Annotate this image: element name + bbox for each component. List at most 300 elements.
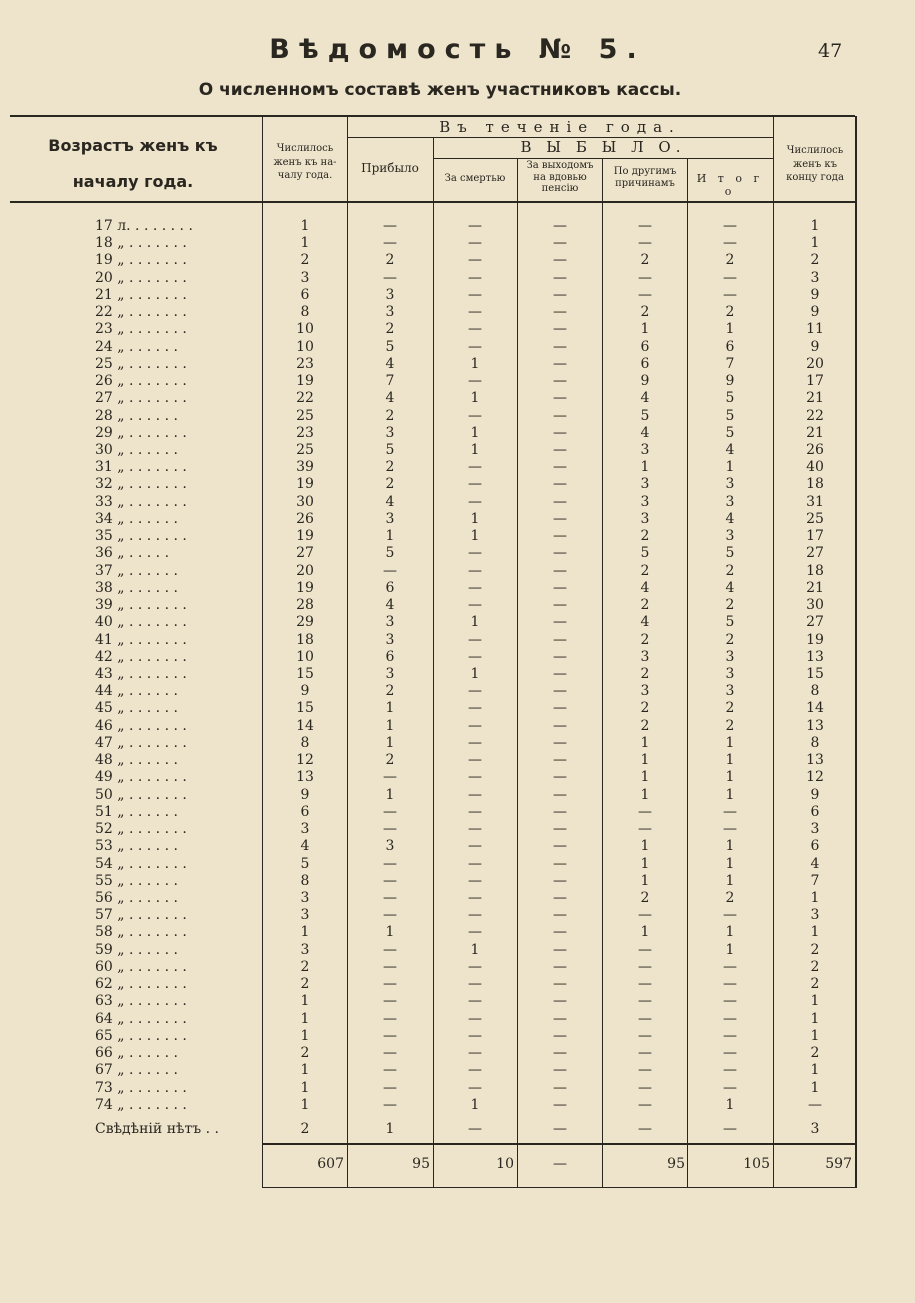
- cell-total: 2: [725, 890, 735, 906]
- cell-by-death: —: [468, 545, 482, 561]
- cell-start: 9: [300, 787, 310, 803]
- cell-start: 28: [296, 597, 314, 613]
- cell-at-end: 30: [806, 597, 824, 613]
- cell-total: 2: [725, 597, 735, 613]
- cell-start: 2: [300, 976, 310, 992]
- cell-start: 1: [300, 1011, 310, 1027]
- cell-at-end: 17: [806, 528, 824, 544]
- cell-other: 6: [640, 356, 650, 372]
- cell-arrived: —: [383, 769, 397, 785]
- age-label: 24 „ . . . . . .: [95, 339, 178, 355]
- cell-by-pension: —: [553, 1062, 567, 1078]
- cell-total: 9: [725, 373, 735, 389]
- cell-start: 15: [296, 700, 314, 716]
- col-line: [602, 158, 603, 1188]
- cell-start: 19: [296, 373, 314, 389]
- cell-at-end: 1: [810, 1028, 820, 1044]
- cell-total: 1: [725, 787, 735, 803]
- cell-by-pension: —: [553, 683, 567, 699]
- cell-at-end: 11: [806, 321, 824, 337]
- cell-by-pension: —: [553, 597, 567, 613]
- cell-other: 1: [640, 769, 650, 785]
- cell-arrived: 6: [385, 649, 395, 665]
- cell-total: 1: [725, 752, 735, 768]
- cell-arrived: 3: [385, 632, 395, 648]
- cell-total: 5: [725, 390, 735, 406]
- cell-other: —: [638, 821, 652, 837]
- cell-other: 3: [640, 683, 650, 699]
- cell-arrived: —: [383, 1045, 397, 1061]
- age-label: 34 „ . . . . . .: [95, 511, 178, 527]
- age-label: 25 „ . . . . . . .: [95, 356, 187, 372]
- cell-total: 4: [725, 511, 735, 527]
- cell-arrived: 2: [385, 459, 395, 475]
- cell-total: —: [723, 270, 737, 286]
- cell-start: 3: [300, 821, 310, 837]
- cell-arrived: 1: [385, 718, 395, 734]
- cell-at-end: 18: [806, 563, 824, 579]
- cell-by-death: —: [468, 1062, 482, 1078]
- age-label: 59 „ . . . . . .: [95, 942, 178, 958]
- cell-other: —: [638, 1097, 652, 1113]
- cell-at-end: 21: [806, 425, 824, 441]
- cell-other: 4: [640, 425, 650, 441]
- cell-by-death: 1: [470, 614, 480, 630]
- cell-total: 1: [725, 769, 735, 785]
- age-label: 27 „ . . . . . . .: [95, 390, 187, 406]
- cell-start: 1: [300, 1080, 310, 1096]
- cell-total: 2: [725, 563, 735, 579]
- cell-total: 5: [725, 408, 735, 424]
- cell-by-pension: —: [553, 287, 567, 303]
- cell-total: 1: [725, 459, 735, 475]
- cell-by-pension: —: [553, 614, 567, 630]
- header-departed: В Ы Б Ы Л О.: [520, 138, 686, 156]
- cell-by-pension: —: [553, 769, 567, 785]
- cell-arrived: 2: [385, 408, 395, 424]
- cell-arrived: —: [383, 804, 397, 820]
- cell-total: 2: [725, 632, 735, 648]
- cell-total: 3: [725, 476, 735, 492]
- cell-arrived: 2: [385, 683, 395, 699]
- cell-total: —: [723, 993, 737, 1009]
- cell-by-pension: —: [553, 838, 567, 854]
- cell-other: 2: [640, 700, 650, 716]
- age-label: 21 „ . . . . . . .: [95, 287, 187, 303]
- cell-total: —: [723, 218, 737, 234]
- cell-at-end: 1: [810, 218, 820, 234]
- cell-other: 2: [640, 563, 650, 579]
- cell-start: 1: [300, 218, 310, 234]
- page-subtitle: О численномъ составѣ женъ участниковъ кассы.: [198, 80, 682, 100]
- cell-other: —: [638, 804, 652, 820]
- age-label: 31 „ . . . . . . .: [95, 459, 187, 475]
- cell-at-end: 3: [810, 1121, 820, 1137]
- cell-total: 1: [725, 321, 735, 337]
- cell-by-death: —: [468, 270, 482, 286]
- cell-total: —: [723, 976, 737, 992]
- cell-by-pension: —: [553, 390, 567, 406]
- cell-at-end: 20: [806, 356, 824, 372]
- header-at-end: Числилось женъ къ концу года: [786, 145, 844, 183]
- cell-start: 1: [300, 235, 310, 251]
- cell-at-end: 9: [810, 287, 820, 303]
- age-label: 44 „ . . . . . .: [95, 683, 178, 699]
- cell-at-end: 2: [810, 1045, 820, 1061]
- cell-at-end: 3: [810, 270, 820, 286]
- cell-total: —: [723, 1011, 737, 1027]
- age-label: 26 „ . . . . . . .: [95, 373, 187, 389]
- total-total: 105: [743, 1156, 770, 1172]
- cell-by-pension: —: [553, 425, 567, 441]
- cell-other: 1: [640, 856, 650, 872]
- cell-arrived: —: [383, 1080, 397, 1096]
- cell-by-pension: —: [553, 476, 567, 492]
- cell-total: 4: [725, 442, 735, 458]
- cell-start: 30: [296, 494, 314, 510]
- cell-by-pension: —: [553, 993, 567, 1009]
- cell-by-death: —: [468, 838, 482, 854]
- cell-start: 19: [296, 528, 314, 544]
- cell-at-end: 13: [806, 752, 824, 768]
- cell-other: 1: [640, 873, 650, 889]
- age-label: 17 л. . . . . . . .: [95, 218, 193, 234]
- cell-other: —: [638, 1028, 652, 1044]
- cell-arrived: —: [383, 1097, 397, 1113]
- cell-by-pension: —: [553, 339, 567, 355]
- cell-at-end: 19: [806, 632, 824, 648]
- cell-other: 2: [640, 632, 650, 648]
- cell-start: 2: [300, 959, 310, 975]
- age-label: 20 „ . . . . . . .: [95, 270, 187, 286]
- age-label: 23 „ . . . . . . .: [95, 321, 187, 337]
- cell-by-pension: —: [553, 442, 567, 458]
- cell-other: 2: [640, 718, 650, 734]
- cell-start: 26: [296, 511, 314, 527]
- cell-by-pension: —: [553, 632, 567, 648]
- age-label: 48 „ . . . . . .: [95, 752, 178, 768]
- cell-total: 6: [725, 339, 735, 355]
- cell-at-end: 2: [810, 959, 820, 975]
- age-label: 63 „ . . . . . . .: [95, 993, 187, 1009]
- cell-by-death: 1: [470, 942, 480, 958]
- cell-start: 10: [296, 321, 314, 337]
- cell-at-end: 1: [810, 1080, 820, 1096]
- cell-other: —: [638, 1045, 652, 1061]
- cell-other: —: [638, 1080, 652, 1096]
- cell-at-end: 9: [810, 304, 820, 320]
- age-label: 50 „ . . . . . . .: [95, 787, 187, 803]
- cell-by-death: —: [468, 700, 482, 716]
- cell-at-end: 9: [810, 787, 820, 803]
- cell-by-pension: —: [553, 459, 567, 475]
- cell-arrived: —: [383, 976, 397, 992]
- age-label: 37 „ . . . . . .: [95, 563, 178, 579]
- cell-by-pension: —: [553, 821, 567, 837]
- cell-by-death: —: [468, 873, 482, 889]
- cell-total: —: [723, 1062, 737, 1078]
- age-label: 56 „ . . . . . .: [95, 890, 178, 906]
- cell-start: 1: [300, 924, 310, 940]
- cell-arrived: 6: [385, 580, 395, 596]
- header-during-year: Въ теченіе года.: [439, 118, 681, 136]
- cell-by-death: —: [468, 752, 482, 768]
- cell-by-death: —: [468, 235, 482, 251]
- cell-arrived: —: [383, 959, 397, 975]
- cell-start: 10: [296, 339, 314, 355]
- cell-start: 3: [300, 270, 310, 286]
- cell-arrived: 7: [385, 373, 395, 389]
- cell-other: 4: [640, 390, 650, 406]
- cell-total: 1: [725, 735, 735, 751]
- cell-other: —: [638, 976, 652, 992]
- header-age: Возрастъ женъ къ началу года.: [48, 136, 218, 191]
- cell-other: —: [638, 1121, 652, 1137]
- cell-by-pension: —: [553, 804, 567, 820]
- cell-by-pension: —: [553, 942, 567, 958]
- cell-total: 2: [725, 304, 735, 320]
- cell-other: —: [638, 959, 652, 975]
- cell-total: —: [723, 804, 737, 820]
- cell-other: 2: [640, 666, 650, 682]
- col-line: [517, 158, 518, 1188]
- cell-other: 9: [640, 373, 650, 389]
- cell-start: 23: [296, 425, 314, 441]
- age-label: 65 „ . . . . . . .: [95, 1028, 187, 1044]
- total-at-end: 597: [825, 1156, 852, 1172]
- cell-by-death: —: [468, 304, 482, 320]
- cell-at-end: 40: [806, 459, 824, 475]
- cell-by-death: —: [468, 339, 482, 355]
- cell-start: 22: [296, 390, 314, 406]
- cell-arrived: 5: [385, 545, 395, 561]
- cell-at-end: 27: [806, 545, 824, 561]
- cell-arrived: 4: [385, 597, 395, 613]
- cell-arrived: —: [383, 235, 397, 251]
- top-rule: [10, 115, 855, 117]
- cell-other: —: [638, 907, 652, 923]
- cell-total: 4: [725, 580, 735, 596]
- age-label: 43 „ . . . . . . .: [95, 666, 187, 682]
- age-label: 35 „ . . . . . . .: [95, 528, 187, 544]
- header-other: По другимъ причинамъ: [613, 166, 677, 189]
- cell-by-pension: —: [553, 924, 567, 940]
- cell-arrived: 3: [385, 425, 395, 441]
- cell-by-death: —: [468, 1011, 482, 1027]
- cell-total: 3: [725, 666, 735, 682]
- cell-by-pension: —: [553, 873, 567, 889]
- cell-arrived: 1: [385, 700, 395, 716]
- cell-arrived: 3: [385, 666, 395, 682]
- cell-other: 1: [640, 752, 650, 768]
- cell-total: 1: [725, 856, 735, 872]
- header-arrived: Прибыло: [361, 161, 419, 175]
- cell-by-pension: —: [553, 563, 567, 579]
- cell-start: 3: [300, 942, 310, 958]
- cell-by-death: —: [468, 459, 482, 475]
- age-label: 53 „ . . . . . .: [95, 838, 178, 854]
- cell-at-end: 26: [806, 442, 824, 458]
- cell-total: 3: [725, 683, 735, 699]
- age-label: 49 „ . . . . . . .: [95, 769, 187, 785]
- col-line: [855, 116, 857, 1188]
- cell-arrived: —: [383, 856, 397, 872]
- cell-by-death: —: [468, 287, 482, 303]
- cell-by-pension: —: [553, 1011, 567, 1027]
- cell-by-death: —: [468, 890, 482, 906]
- cell-by-death: 1: [470, 390, 480, 406]
- cell-arrived: —: [383, 873, 397, 889]
- cell-by-death: —: [468, 1045, 482, 1061]
- cell-by-pension: —: [553, 1028, 567, 1044]
- cell-start: 13: [296, 769, 314, 785]
- cell-arrived: 3: [385, 304, 395, 320]
- cell-at-end: 1: [810, 924, 820, 940]
- cell-by-death: —: [468, 597, 482, 613]
- cell-total: —: [723, 959, 737, 975]
- cell-total: 1: [725, 1097, 735, 1113]
- cell-arrived: 1: [385, 924, 395, 940]
- cell-by-death: 1: [470, 511, 480, 527]
- age-label: 47 „ . . . . . . .: [95, 735, 187, 751]
- cell-other: 5: [640, 408, 650, 424]
- age-label: 66 „ . . . . . .: [95, 1045, 178, 1061]
- cell-other: —: [638, 270, 652, 286]
- cell-arrived: 5: [385, 339, 395, 355]
- total-arrived: 95: [412, 1156, 430, 1172]
- cell-other: 2: [640, 304, 650, 320]
- header-by-death: За смертью: [444, 173, 506, 184]
- age-label: 62 „ . . . . . . .: [95, 976, 187, 992]
- cell-arrived: 3: [385, 511, 395, 527]
- cell-at-end: 8: [810, 683, 820, 699]
- cell-at-end: 13: [806, 649, 824, 665]
- page-title: Вѣдомость № 5.: [269, 34, 646, 65]
- age-label: 67 „ . . . . . .: [95, 1062, 178, 1078]
- cell-arrived: —: [383, 821, 397, 837]
- cell-other: 2: [640, 528, 650, 544]
- cell-by-pension: —: [553, 528, 567, 544]
- cell-at-end: 1: [810, 890, 820, 906]
- cell-by-death: —: [468, 907, 482, 923]
- cell-at-end: 22: [806, 408, 824, 424]
- total-by-pension: —: [553, 1156, 567, 1172]
- cell-by-pension: —: [553, 408, 567, 424]
- cell-at-end: 8: [810, 735, 820, 751]
- total-by-death: 10: [496, 1156, 514, 1172]
- cell-at-end: 2: [810, 252, 820, 268]
- cell-start: 20: [296, 563, 314, 579]
- cell-by-pension: —: [553, 1080, 567, 1096]
- cell-total: 3: [725, 494, 735, 510]
- cell-arrived: —: [383, 942, 397, 958]
- cell-at-end: 1: [810, 993, 820, 1009]
- age-label: 45 „ . . . . . .: [95, 700, 178, 716]
- cell-by-death: —: [468, 252, 482, 268]
- cell-other: 4: [640, 580, 650, 596]
- cell-at-end: 4: [810, 856, 820, 872]
- cell-other: —: [638, 942, 652, 958]
- cell-by-pension: —: [553, 752, 567, 768]
- cell-by-death: 1: [470, 442, 480, 458]
- cell-arrived: —: [383, 993, 397, 1009]
- cell-arrived: —: [383, 1028, 397, 1044]
- cell-arrived: —: [383, 270, 397, 286]
- cell-by-death: —: [468, 769, 482, 785]
- cell-total: —: [723, 1080, 737, 1096]
- cell-by-death: —: [468, 959, 482, 975]
- cell-at-end: 6: [810, 804, 820, 820]
- cell-arrived: 1: [385, 735, 395, 751]
- totals-rule: [262, 1143, 855, 1145]
- cell-by-pension: —: [553, 218, 567, 234]
- cell-total: —: [723, 1121, 737, 1137]
- cell-start: 12: [296, 752, 314, 768]
- cell-at-end: —: [808, 1097, 822, 1113]
- cell-arrived: 2: [385, 476, 395, 492]
- age-label: 29 „ . . . . . . .: [95, 425, 187, 441]
- cell-by-pension: —: [553, 321, 567, 337]
- cell-arrived: 4: [385, 356, 395, 372]
- cell-by-death: 1: [470, 425, 480, 441]
- cell-by-pension: —: [553, 959, 567, 975]
- cell-at-end: 12: [806, 769, 824, 785]
- cell-other: 1: [640, 735, 650, 751]
- cell-by-death: 1: [470, 1097, 480, 1113]
- age-label: 55 „ . . . . . .: [95, 873, 178, 889]
- cell-by-death: —: [468, 1028, 482, 1044]
- cell-total: —: [723, 235, 737, 251]
- cell-by-death: 1: [470, 666, 480, 682]
- cell-at-end: 18: [806, 476, 824, 492]
- cell-start: 5: [300, 856, 310, 872]
- cell-start: 2: [300, 1045, 310, 1061]
- header-total: И т о г о: [696, 172, 764, 198]
- cell-start: 39: [296, 459, 314, 475]
- cell-arrived: 2: [385, 321, 395, 337]
- cell-by-death: —: [468, 976, 482, 992]
- bottom-rule: [262, 1187, 855, 1188]
- cell-start: 18: [296, 632, 314, 648]
- cell-start: 2: [300, 1121, 310, 1137]
- cell-by-death: —: [468, 563, 482, 579]
- departed-rule: [433, 158, 773, 159]
- cell-by-death: —: [468, 683, 482, 699]
- cell-start: 29: [296, 614, 314, 630]
- age-label: 73 „ . . . . . . .: [95, 1080, 187, 1096]
- cell-by-pension: —: [553, 1097, 567, 1113]
- cell-by-pension: —: [553, 545, 567, 561]
- cell-total: 3: [725, 528, 735, 544]
- cell-at-end: 3: [810, 821, 820, 837]
- cell-start: 25: [296, 442, 314, 458]
- cell-at-end: 1: [810, 1011, 820, 1027]
- cell-other: —: [638, 218, 652, 234]
- cell-by-pension: —: [553, 511, 567, 527]
- cell-arrived: —: [383, 1062, 397, 1078]
- cell-by-death: 1: [470, 356, 480, 372]
- cell-by-pension: —: [553, 890, 567, 906]
- cell-at-end: 3: [810, 907, 820, 923]
- cell-at-end: 25: [806, 511, 824, 527]
- age-label: 33 „ . . . . . . .: [95, 494, 187, 510]
- age-label: 18 „ . . . . . . .: [95, 235, 187, 251]
- cell-arrived: 4: [385, 494, 395, 510]
- cell-other: —: [638, 1062, 652, 1078]
- cell-by-death: 1: [470, 528, 480, 544]
- cell-by-pension: —: [553, 976, 567, 992]
- cell-other: 3: [640, 476, 650, 492]
